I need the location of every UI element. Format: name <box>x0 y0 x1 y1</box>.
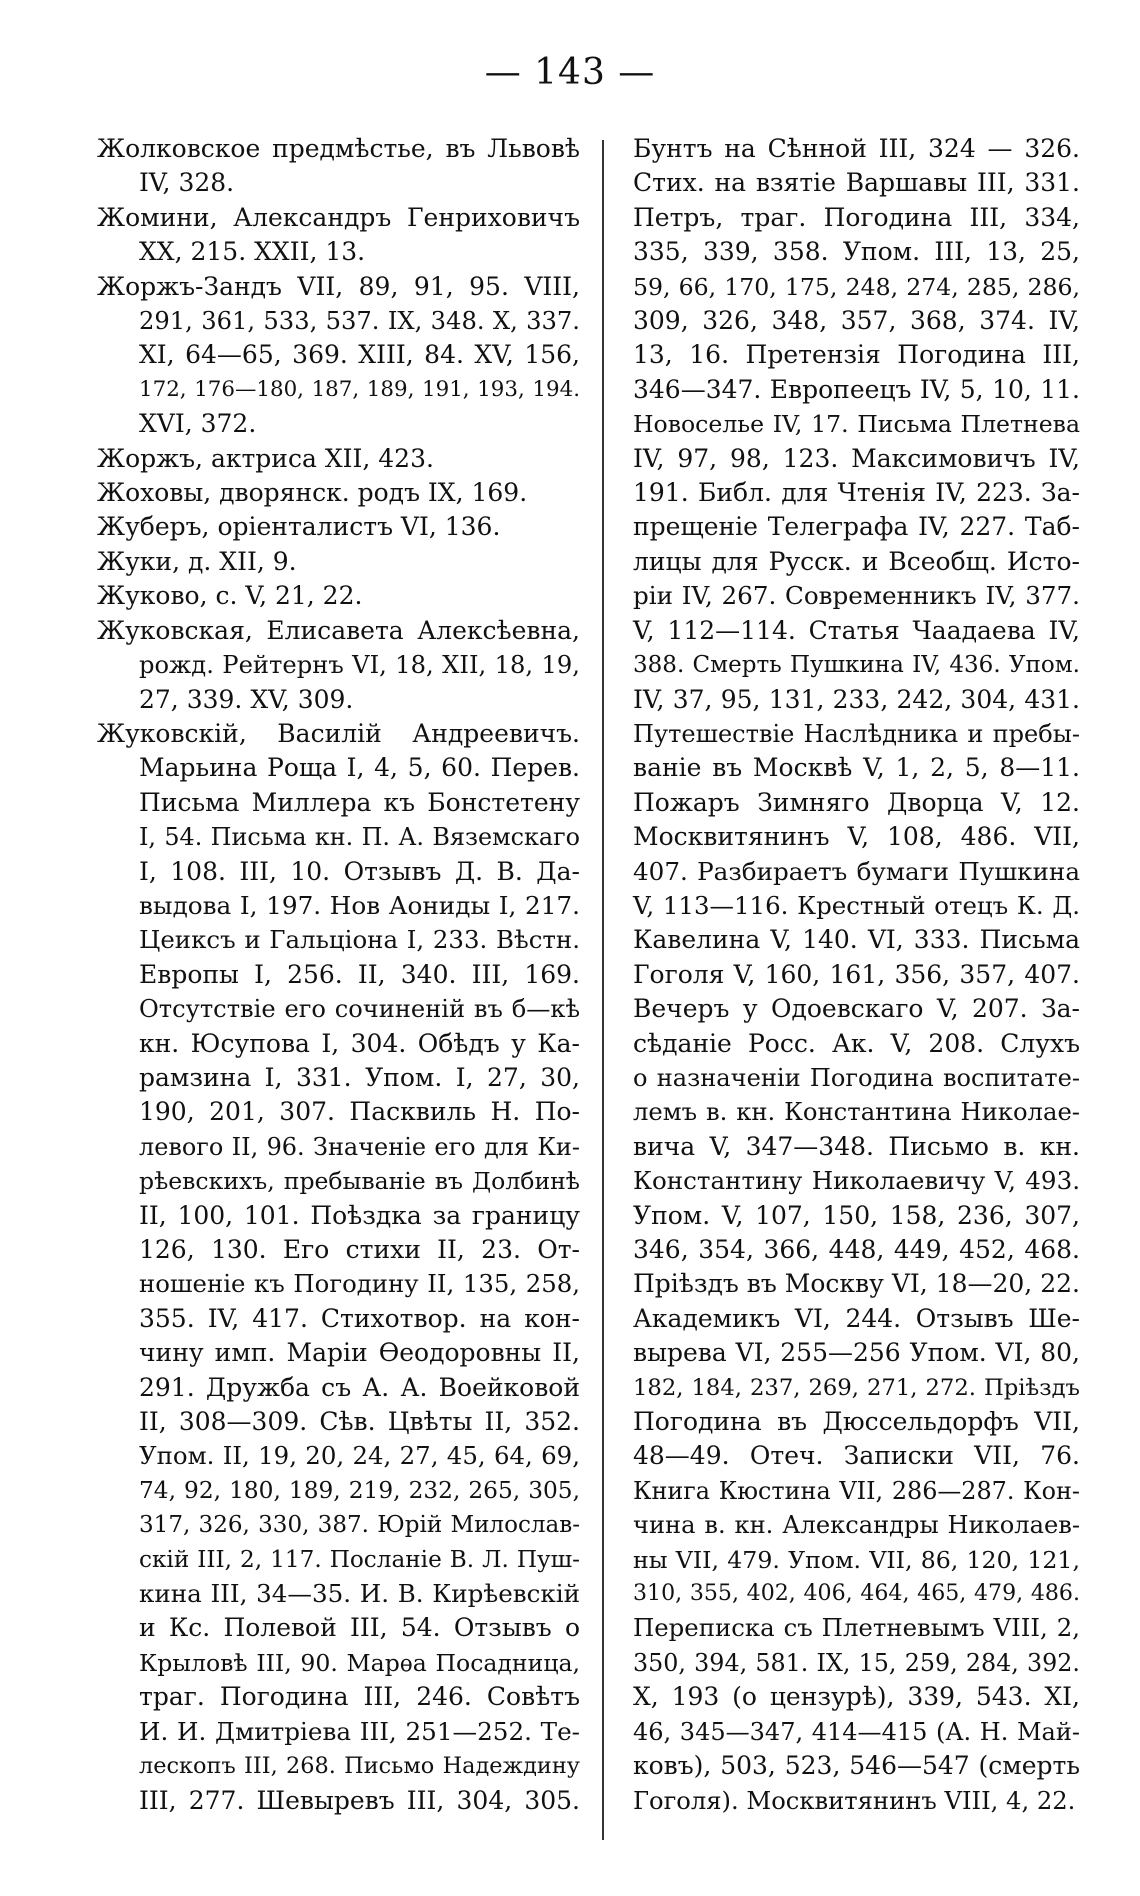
entry-line: III, 277. Шевыревъ III, 304, 305. <box>139 1785 580 1815</box>
entry-line: ковъ), 503, 523, 546—547 (смерть <box>633 1751 1080 1781</box>
entry-line: Путешествіе Наслѣдника и пребы- <box>633 719 1080 748</box>
entry-line: 190, 201, 307. Пасквиль Н. По- <box>139 1097 580 1127</box>
entry-line: И. И. Дмитріева III, 251—252. Те- <box>139 1716 580 1746</box>
entry-line: ріи IV, 267. Современникъ IV, 377. <box>633 581 1080 611</box>
entry-line: Книга Кюстина VII, 286—287. Кон- <box>633 1476 1080 1505</box>
entry-line: вырева VI, 255—256 Упом. VI, 80, <box>633 1338 1080 1368</box>
entry-line: Жомини, Александръ Генриховичъ <box>97 202 580 232</box>
index-entry <box>97 270 580 442</box>
entry-line: Пріѣздъ въ Москву VI, 18—20, 22. <box>633 1269 1080 1299</box>
entry-line: Академикъ VI, 244. Отзывъ Ше- <box>633 1303 1080 1333</box>
right-column <box>633 132 1080 1818</box>
entry-line: 172, 176—180, 187, 189, 191, 193, 194. <box>139 376 580 402</box>
entry-line: ваніе въ Москвѣ V, 1, 2, 5, 8—11. <box>633 753 1080 783</box>
entry-line: 407. Разбираетъ бумаги Пушкина <box>633 856 1080 886</box>
entry-line: 310, 355, 402, 406, 464, 465, 479, 486. <box>633 1581 1080 1607</box>
entry-line: 346—347. Европеецъ IV, 5, 10, 11. <box>633 374 1080 404</box>
entry-line: Упом. V, 107, 150, 158, 236, 307, <box>633 1200 1080 1230</box>
index-entry <box>97 476 580 510</box>
index-entry <box>97 717 580 1818</box>
entry-line: рѣевскихъ, пребываніе въ Долбинѣ <box>139 1167 580 1196</box>
entry-line: вича V, 347—348. Письмо в. кн. <box>633 1131 1080 1161</box>
entry-line: 46, 345—347, 414—415 (А. Н. Май- <box>633 1717 1080 1746</box>
entry-line: Пожаръ Зимняго Дворца V, 12. <box>633 787 1080 817</box>
entry-line: V, 112—114. Статья Чаадаева IV, <box>633 615 1080 645</box>
entry-line: 317, 326, 330, 387. Юрій Милослав- <box>139 1512 580 1539</box>
entry-line: сѣданіе Росс. Ак. V, 208. Слухъ <box>633 1028 1080 1058</box>
entry-line: чина в. кн. Александры Николаев- <box>633 1511 1080 1540</box>
entry-line: 350, 394, 581. IX, 15, 259, 284, 392. <box>633 1648 1080 1677</box>
entry-line: Петръ, траг. Погодина III, 334, <box>633 202 1080 232</box>
entry-line: Константину Николаевичу V, 493. <box>633 1166 1080 1196</box>
entry-line: ношеніе къ Погодину II, 135, 258, <box>139 1269 580 1299</box>
column-divider <box>602 140 604 1840</box>
entry-line: Новоселье IV, 17. Письма Плетнева <box>633 410 1080 439</box>
entry-line: XX, 215. XXII, 13. <box>139 237 366 267</box>
index-entry <box>97 442 580 476</box>
entry-line: скій III, 2, 117. Посланіе В. Л. Пуш- <box>139 1546 580 1573</box>
entry-line: 291. Дружба съ А. А. Воейковой <box>139 1372 580 1402</box>
entry-line: XVI, 372. <box>139 409 257 439</box>
entry-line: Марьина Роща I, 4, 5, 60. Перев. <box>139 753 580 783</box>
entry-line: Гоголя). Москвитянинъ VIII, 4, 22. <box>633 1786 1076 1815</box>
entry-line: Погодина въ Дюссельдорфъ VII, <box>633 1407 1080 1437</box>
entry-line: выдова I, 197. Нов Аониды I, 217. <box>139 890 580 920</box>
entry-line: Жоржъ, актриса XII, 423. <box>97 443 434 473</box>
entry-line: Упом. II, 19, 20, 24, 27, 45, 64, 69, <box>139 1441 580 1471</box>
entry-line: XI, 64—65, 369. XIII, 84. XV, 156, <box>139 340 580 370</box>
entry-line: 48—49. Отеч. Записки VII, 76. <box>633 1441 1080 1471</box>
entry-line: рожд. Рейтернъ VI, 18, XII, 18, 19, <box>139 651 580 680</box>
entry-line: 291, 361, 533, 537. IX, 348. X, 337. <box>139 307 580 336</box>
entry-line: о назначеніи Погодина воспитате- <box>633 1063 1080 1092</box>
entry-line: кн. Юсупова I, 304. Обѣдъ у Ка- <box>139 1028 580 1058</box>
entry-line: Москвитянинъ V, 108, 486. VII, <box>633 822 1080 852</box>
entry-line: 355. IV, 417. Стихотвор. на кон- <box>139 1303 580 1333</box>
entry-line: Жоховы, дворянск. родъ IX, 169. <box>97 478 528 508</box>
entry-line: 191. Библ. для Чтенія IV, 223. За- <box>633 478 1080 508</box>
entry-line: Жоржъ-Зандъ VII, 89, 91, 95. VIII, <box>97 271 580 301</box>
entry-line: кина III, 34—35. И. В. Кирѣевскій <box>139 1579 580 1609</box>
entry-line: II, 100, 101. Поѣздка за границу <box>139 1200 580 1230</box>
entry-line: 59, 66, 170, 175, 248, 274, 285, 286, <box>633 272 1080 301</box>
entry-line: Крыловѣ III, 90. Марѳа Посадница, <box>139 1648 580 1677</box>
entry-line: 126, 130. Его стихи II, 23. От- <box>139 1235 580 1264</box>
entry-line: Жуки, д. XII, 9. <box>97 546 297 576</box>
entry-line: 309, 326, 348, 357, 368, 374. IV, <box>633 306 1080 336</box>
entry-line: 182, 184, 237, 269, 271, 272. Пріѣздъ <box>633 1374 1080 1401</box>
index-entry <box>97 614 580 717</box>
index-entry <box>97 201 580 270</box>
entry-line: чину имп. Маріи Ѳеодоровны II, <box>139 1338 580 1368</box>
entry-line: IV, 37, 95, 131, 233, 242, 304, 431. <box>633 684 1080 714</box>
entry-line: Письма Миллера къ Бонстетену <box>139 787 580 817</box>
entry-line: 74, 92, 180, 189, 219, 232, 265, 305, <box>139 1476 580 1504</box>
index-entry <box>97 579 580 613</box>
entry-line: 13, 16. Претензія Погодина III, <box>633 340 1080 370</box>
entry-line: II, 308—309. Сѣв. Цвѣты II, 352. <box>139 1407 580 1437</box>
entry-line: Стих. на взятіе Варшавы III, 331. <box>633 168 1080 198</box>
entry-line: лескопъ III, 268. Письмо Надеждину <box>139 1753 580 1780</box>
index-entry <box>97 132 580 201</box>
entry-line: IV, 97, 98, 123. Максимовичъ IV, <box>633 443 1080 473</box>
left-column <box>97 132 580 1818</box>
entry-line: I, 54. Письма кн. П. А. Вяземскаго <box>139 823 580 852</box>
entry-line: лемъ в. кн. Константина Николае- <box>633 1097 1080 1127</box>
entry-line: Жуберъ, оріенталистъ VI, 136. <box>97 512 501 542</box>
entry-line: и Кс. Полевой III, 54. Отзывъ о <box>139 1613 580 1643</box>
entry-line: рамзина I, 331. Упом. I, 27, 30, <box>139 1062 580 1092</box>
entry-line: 27, 339. XV, 309. <box>139 684 354 714</box>
entry-line: IV, 328. <box>139 168 235 198</box>
entry-line: Кавелина V, 140. VI, 333. Письма <box>633 925 1080 955</box>
entry-line: 335, 339, 358. Упом. III, 13, 25, <box>633 237 1080 267</box>
entry-line: Европы I, 256. II, 340. III, 169. <box>139 959 580 989</box>
page-number: — 143 — <box>484 52 656 93</box>
entry-line: Жуковская, Елисавета Алексѣевна, <box>97 615 580 645</box>
entry-line: ны VII, 479. Упом. VII, 86, 120, 121, <box>633 1545 1080 1574</box>
entry-line: лицы для Русск. и Всеобщ. Исто- <box>633 546 1080 576</box>
entry-line: Жуково, с. V, 21, 22. <box>97 581 363 611</box>
entry-line: Вечеръ у Одоевскаго V, 207. За- <box>633 994 1080 1024</box>
entry-line: Гоголя V, 160, 161, 356, 357, 407. <box>633 959 1080 989</box>
entry-line: прещеніе Телеграфа IV, 227. Таб- <box>633 512 1080 542</box>
entry-line: Цеиксъ и Гальціона I, 233. Вѣстн. <box>139 925 580 955</box>
entry-line: траг. Погодина III, 246. Совѣтъ <box>139 1682 580 1712</box>
entry-line: X, 193 (о цензурѣ), 339, 543. XI, <box>633 1682 1080 1712</box>
index-entry <box>97 510 580 544</box>
entry-line: V, 113—116. Крестный отецъ К. Д. <box>633 890 1080 920</box>
entry-line: Бунтъ на Сѣнной III, 324 — 326. <box>633 134 1080 163</box>
entry-line: 346, 354, 366, 448, 449, 452, 468. <box>633 1235 1080 1264</box>
entry-line: I, 108. III, 10. Отзывъ Д. В. Да- <box>139 856 580 886</box>
entry-line: Жолковское предмѣстье, въ Львовѣ <box>97 134 580 163</box>
entry-line: Жуковскій, Василій Андреевичъ. <box>97 718 580 748</box>
index-entry <box>97 545 580 579</box>
entry-line: левого II, 96. Значеніе его для Ки- <box>139 1132 580 1161</box>
entry-line: 388. Смерть Пушкина IV, 436. Упом. <box>633 652 1080 679</box>
entry-line: Отсутствіе его сочиненій въ б—кѣ <box>139 995 580 1024</box>
entry-line: Переписка съ Плетневымъ VIII, 2, <box>633 1613 1080 1643</box>
